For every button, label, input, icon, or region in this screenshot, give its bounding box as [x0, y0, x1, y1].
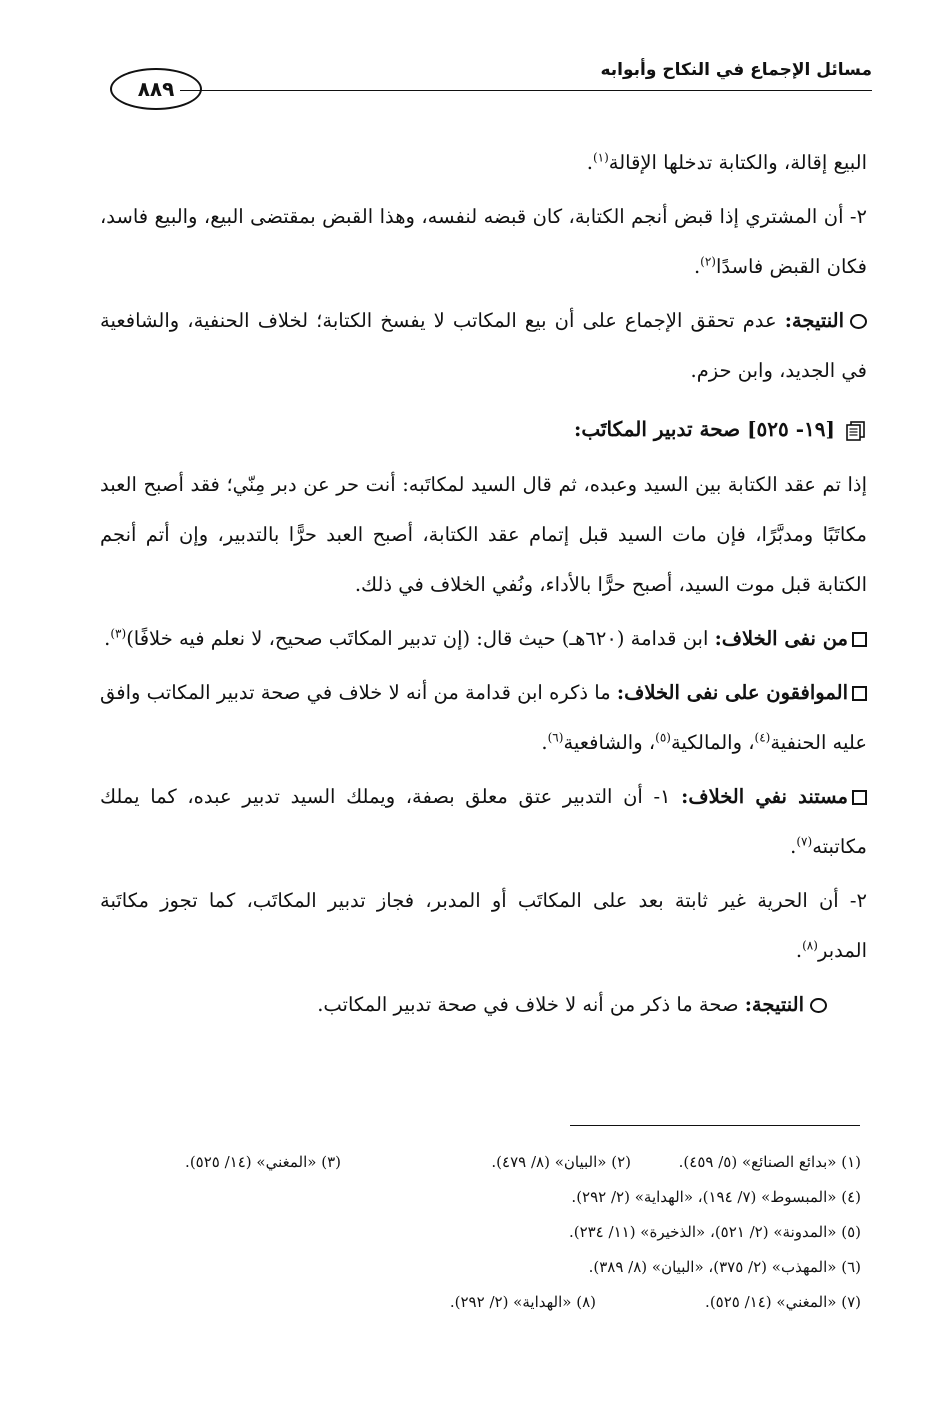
footnote-row	[141, 1285, 861, 1320]
footnote-6: (٦) «المهذب» (٢/ ٣٧٥)، «البيان» (٨/ ٣٨٩).	[588, 1258, 861, 1276]
paragraph-4	[100, 460, 867, 610]
footnote-ref-7: (٧)	[796, 834, 813, 849]
label-basis: مستند نفي الخلاف:	[681, 785, 848, 808]
main-text	[100, 138, 867, 1034]
footnote-ref-4: (٤)	[754, 730, 771, 745]
paragraph-6-text-a: ما ذكره ابن قدامة من أنه لا خلاف في صحة تدبير المكاتب وافق عليه الحنفية	[100, 681, 867, 754]
square-bullet-icon	[852, 686, 867, 701]
footnote-4: (٤) «المبسوط» (٧/ ١٩٤)، «الهداية» (٢/ ٢٩٢).	[571, 1188, 861, 1206]
paragraph-1-text: البيع إقالة، والكتابة تدخلها الإقالة	[608, 151, 867, 174]
footnote-5: (٥) «المدونة» (٢/ ٥٢١)، «الذخيرة» (١١/ ٢٣٤).	[568, 1223, 861, 1241]
footnote-ref-6: (٦)	[547, 730, 564, 745]
section-heading-text: [١٩- ٥٢٥] صحة تدبير المكاتَب:	[573, 417, 835, 441]
footnote-row	[141, 1180, 861, 1215]
header-rule	[180, 90, 872, 91]
footnote-7: (٧) «المغني» (١٤/ ٥٢٥).	[705, 1293, 861, 1311]
paragraph-6-end: .	[541, 731, 548, 754]
footnote-row	[141, 1145, 861, 1180]
result-label-1: النتيجة:	[784, 309, 844, 332]
label-negation: من نفى الخلاف:	[714, 627, 848, 650]
footnote-2: (٢) «البيان» (٨/ ٤٧٩).	[491, 1153, 631, 1171]
footnote-ref-8: (٨)	[802, 938, 818, 953]
paragraph-1	[100, 138, 867, 188]
circle-bullet-icon	[850, 314, 867, 329]
paragraph-2	[100, 192, 867, 292]
running-header	[110, 60, 872, 120]
footnote-ref-5: (٥)	[655, 730, 671, 745]
page-number: ٨٨٩	[137, 77, 175, 101]
footnote-separator	[570, 1125, 860, 1126]
paragraph-7	[100, 772, 867, 872]
paragraph-6	[100, 668, 867, 768]
paragraph-5	[100, 614, 867, 664]
section-heading	[100, 404, 867, 454]
paragraph-4-text: إذا تم عقد الكتابة بين السيد وعبده، ثم قال السيد لمكاتَبه: أنت حر عن دبر مِنّي؛ فقد أصبح العبد مكاتَبًا ومدبَّرًا، فإن مات السيد قبل إتمام عقد الكتابة، أصبح العبد حرًّا بالتدبير، وإن أتم أنجم الكتابة قبل موت السيد، أصبح حرًّا بالأداء، ونُفي الخلاف في ذلك.	[100, 473, 867, 596]
paragraph-5-text: ابن قدامة (٦٢٠هـ) حيث قال: (إن تدبير المكاتَب صحيح، لا نعلم فيه خلافًا)	[126, 627, 715, 650]
square-bullet-icon	[852, 790, 867, 805]
paragraph-1-end: .	[586, 151, 593, 174]
label-agreeing: الموافقون على نفى الخلاف:	[616, 681, 848, 704]
documents-icon	[845, 420, 867, 442]
paragraph-7-end: .	[790, 835, 797, 858]
result-label-2: النتيجة:	[744, 993, 804, 1016]
paragraph-8-text: ٢- أن الحرية غير ثابتة بعد على المكاتَب أو المدبر، فجاز تدبير المكاتَب، كما تجوز مكاتَبة المدبر	[100, 889, 867, 962]
footnote-3: (٣) «المغني» (١٤/ ٥٢٥).	[185, 1153, 341, 1171]
circle-bullet-icon	[810, 998, 827, 1013]
footnote-ref-1: (١)	[592, 150, 609, 165]
result-paragraph-1	[100, 296, 867, 396]
footnote-ref-3: (٣)	[110, 626, 127, 641]
paragraph-8-end: .	[795, 939, 803, 962]
footnote-8: (٨) «الهداية» (٢/ ٢٩٢).	[449, 1293, 596, 1311]
paragraph-2-end: .	[693, 255, 701, 278]
result-paragraph-2	[100, 980, 867, 1030]
paragraph-6-text-c: ، والشافعية	[563, 731, 656, 754]
footnote-ref-2: (٢)	[700, 254, 716, 269]
running-title: مسائل الإجماع في النكاح وأبوابه	[600, 60, 872, 80]
result-text-2: صحة ما ذكر من أنه لا خلاف في صحة تدبير المكاتب.	[317, 993, 745, 1016]
footnotes	[141, 1145, 861, 1320]
paragraph-2-text: ٢- أن المشتري إذا قبض أنجم الكتابة، كان قبضه لنفسه، وهذا القبض بمقتضى البيع، والبيع فاسد، فكان القبض فاسدًا	[100, 205, 867, 278]
footnote-row	[141, 1250, 861, 1285]
square-bullet-icon	[852, 632, 867, 647]
result-text-1: عدم تحقق الإجماع على أن بيع المكاتب لا يفسخ الكتابة؛ لخلاف الحنفية، والشافعية في الجديد، وابن حزم.	[100, 309, 867, 382]
paragraph-7-text: ١- أن التدبير عتق معلق بصفة، ويملك السيد تدبير عبده، كما يملك مكاتبته	[100, 785, 867, 858]
footnote-1: (١) «بدائع الصنائع» (٥/ ٤٥٩).	[678, 1153, 861, 1171]
paragraph-6-text-b: ، والمالكية	[670, 731, 755, 754]
paragraph-5-end: .	[104, 627, 111, 650]
page-number-badge	[110, 68, 202, 110]
footnote-row	[141, 1215, 861, 1250]
paragraph-8	[100, 876, 867, 976]
